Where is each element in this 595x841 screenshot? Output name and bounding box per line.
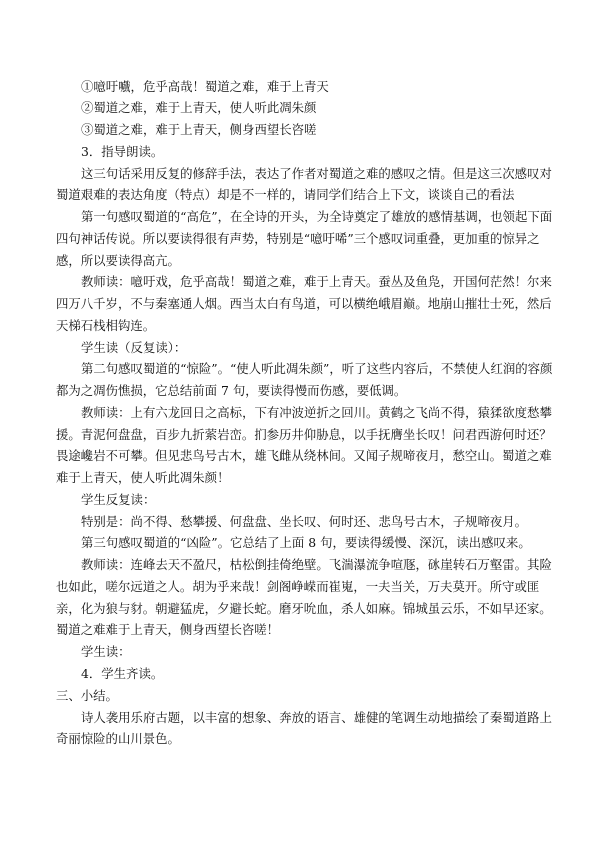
paragraph-line: 第一句感叹蜀道的“高危”，在全诗的开头，为全诗奠定了雄放的感情基调，也领起下面: [81, 209, 553, 224]
paragraph-line: 蜀道艰难的表达角度（特点）却是不一样的，请同学们结合上下文，谈谈自己的看法: [56, 187, 515, 202]
quote-line-2: ②蜀道之难，难于上青天，使人听此凋朱颜: [81, 100, 317, 115]
paragraph-line: 第三句感叹蜀道的“凶险”。它总结了上面 8 句，要读得缓慢、深沉，读出感叹来。: [81, 535, 531, 550]
paragraph-line: 蜀道之难难于上青天，侧身西望长咨嗟！: [56, 622, 280, 637]
quote-line-3: ③蜀道之难，难于上青天，侧身西望长咨嗟: [81, 122, 317, 137]
paragraph-line: 四句神话传说。所以要读得很有声势，特别是“噫吁唏”三个感叹词重叠，更加重的惊异之: [56, 231, 540, 246]
paragraph-line: 学生读：: [81, 644, 131, 659]
paragraph-line: 援。青泥何盘盘，百步九折萦岩峦。扪参历井仰胁息，以手抚膺坐长叹！问君西游何时还？: [56, 427, 552, 442]
paragraph-line: 学生反复读：: [81, 492, 156, 507]
paragraph-line: 也如此，嗟尔远道之人。胡为乎来哉！剑阁峥嵘而崔嵬，一夫当关，万夫莫开。所守或匪: [56, 579, 540, 594]
paragraph-line: 感，所以要读得高亢。: [56, 253, 180, 268]
paragraph-line: 学生读（反复读）：: [81, 340, 187, 355]
section-heading-summary: 三、小结。: [56, 688, 118, 703]
paragraph-line: 教师读：噫吁戏，危乎高哉！蜀道之难，难于上青天。蚕丛及鱼凫，开国何茫然！尔来: [81, 274, 552, 289]
section-heading-reading-guide: 3．指导朗读。: [81, 144, 164, 159]
paragraph-line: 特别是：尚不得、愁攀援、何盘盘、坐长叹、何时还、悲鸟号古木，子规啼夜月。: [81, 514, 528, 529]
paragraph-line: 教师读：上有六龙回日之高标，下有冲波逆折之回川。黄鹤之飞尚不得，猿猱欲度愁攀: [81, 405, 552, 420]
paragraph-line: 诗人袭用乐府古题，以丰富的想象、奔放的语言、雄健的笔调生动地描绘了秦蜀道路上: [81, 710, 552, 725]
paragraph-line: 第二句感叹蜀道的“惊险”。“使人听此凋朱颜”，听了这些内容后，不禁使人红润的容颜: [81, 361, 553, 376]
paragraph-line: 畏途巉岩不可攀。但见悲鸟号古木，雄飞雌从绕林间。又闻子规啼夜月，愁空山。蜀道之难: [56, 448, 552, 463]
paragraph-line: 都为之凋伤憔损，它总结前面 7 句，要读得慢而伤感，要低调。: [56, 383, 407, 398]
paragraph-line: 这三句话采用反复的修辞手法，表达了作者对蜀道之难的感叹之情。但是这三次感叹对: [81, 166, 552, 181]
paragraph-line: 天梯石栈相钩连。: [56, 318, 156, 333]
quote-line-1: ①噫吁嚱，危乎高哉！蜀道之难，难于上青天: [81, 79, 329, 94]
paragraph-line: 四万八千岁，不与秦塞通人烟。西当太白有鸟道，可以横绝峨眉巅。地崩山摧壮士死，然后: [56, 296, 552, 311]
paragraph-line: 教师读：连峰去天不盈尺，枯松倒挂倚绝壁。飞湍瀑流争喧豗，砯崖转石万壑雷。其险: [81, 557, 552, 572]
section-heading-group-reading: 4．学生齐读。: [81, 666, 164, 681]
paragraph-line: 亲，化为狼与豺。朝避猛虎，夕避长蛇。磨牙吮血，杀人如麻。锦城虽云乐，不如早还家。: [56, 601, 552, 616]
paragraph-line: 奇丽惊险的山川景色。: [56, 731, 180, 746]
paragraph-line: 难于上青天，使人听此凋朱颜！: [56, 470, 230, 485]
